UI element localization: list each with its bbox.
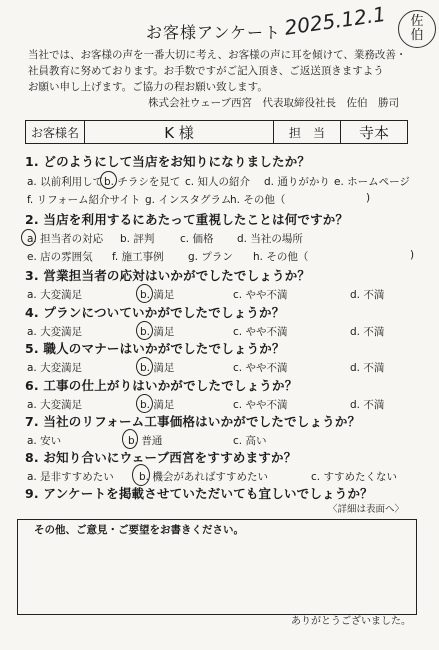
q8-option-c: c. すすめたくない	[311, 471, 398, 483]
question-3: 3. 営業担当者の応対はいかがでしたでしょうか？	[25, 268, 311, 283]
q6-answer-circle	[136, 394, 153, 413]
seal-stamp	[398, 10, 436, 48]
q5-option-b: b. 満足	[140, 362, 175, 374]
customer-label: お客様名	[26, 121, 85, 143]
question-9: 9. アンケートを掲載させていただいても宜しいでしょうか？	[25, 486, 373, 501]
q8-answer-circle	[132, 464, 150, 486]
detail-note: 〈詳細は表面へ〉	[328, 504, 405, 515]
handwritten-date: 2025.12.1	[283, 1, 388, 40]
question-4: 4. プランについていかがでしたでしょうか？	[25, 305, 285, 320]
q2-option-c: c. 価格	[180, 233, 214, 245]
q1-option-b: b. チラシを見て	[104, 176, 181, 188]
survey-title: お客様アンケート	[146, 23, 282, 42]
q4-option-a: a. 大変満足	[27, 326, 83, 338]
intro-line-2: 社員教育に努めております。お手数ですがご記入頂き、ご返送頂きますよう	[28, 65, 384, 77]
thanks-text: ありがとうございました。	[291, 616, 411, 627]
intro-line-1: 当社では、お客様の声を一番大切に考え、お客様の声に耳を傾けて、業務改善・	[28, 49, 407, 61]
q4-option-d: d. 不満	[350, 326, 385, 338]
q1-option-e: e. ホームページ	[334, 176, 410, 188]
q5-option-c: c. やや不満	[233, 362, 288, 374]
company-line: 株式会社ウェーブ西宮 代表取締役社長 佐伯 勝司	[148, 97, 400, 109]
q1-option-c: c. 知人の紹介	[185, 176, 250, 188]
customer-table	[25, 120, 408, 144]
q5-option-d: d. 不満	[350, 362, 385, 374]
q2-option-b: b. 評判	[120, 233, 155, 245]
q1-option-d: d. 通りがかり	[264, 176, 330, 188]
q7-option-b: b. 普通	[128, 435, 163, 447]
q2-option-a: a. 担当者の対応	[27, 233, 104, 245]
q6-option-c: c. やや不満	[233, 399, 288, 411]
q7-answer-circle	[122, 429, 138, 449]
q4-option-b: b. 満足	[140, 326, 175, 338]
q7-option-a: a. 安い	[27, 435, 62, 447]
seal-char-2: 伯	[410, 28, 424, 43]
q4-answer-circle	[136, 321, 153, 340]
q8-option-b: b. 機会があればすすめたい	[139, 471, 268, 483]
q2-option-e: e. 店の雰囲気	[27, 251, 93, 263]
seal-char-1: 佐	[410, 13, 424, 29]
q3-option-d: d. 不満	[350, 289, 385, 301]
q1-option-g: g. インスタグラム	[145, 194, 232, 206]
q6-option-d: d. 不満	[350, 399, 385, 411]
q3-option-b: b. 満足	[140, 289, 175, 301]
comment-label: その他、ご意見・ご要望をお書きください。	[34, 524, 244, 536]
question-2: 2. 当店を利用するにあたって重視したことは何ですか？	[25, 212, 349, 227]
q1-option-f: f. リフォーム紹介サイト	[27, 194, 141, 206]
q5-answer-circle	[136, 357, 153, 376]
customer-name: K 様	[85, 121, 274, 143]
q6-option-b: b. 満足	[140, 399, 175, 411]
staff-name: 寺本	[358, 123, 389, 142]
q5-option-a: a. 大変満足	[27, 362, 83, 374]
q2-option-d: d. 当社の場所	[237, 233, 303, 245]
q3-option-a: a. 大変満足	[27, 289, 83, 301]
q1-option-h: h. その他（	[230, 194, 286, 206]
question-5: 5. 職人のマナーはいかがでしたでしょうか？	[25, 341, 285, 356]
q3-option-c: c. やや不満	[233, 289, 288, 301]
q2-answer-circle	[21, 229, 36, 246]
q1-option-h-close: )	[366, 192, 371, 204]
q8-option-a: a. 是非すすめたい	[27, 471, 114, 483]
question-8: 8. お知り合いにウェーブ西宮をすすめますか？	[25, 450, 297, 465]
q2-option-f: f. 施工事例	[112, 251, 164, 263]
question-6: 6. 工事の仕上がりはいかがでしたでしょうか？	[25, 378, 298, 393]
q6-option-a: a. 大変満足	[27, 399, 83, 411]
q4-option-c: c. やや不満	[233, 326, 288, 338]
question-7: 7. 当社のリフォーム工事価格はいかがでしたでしょうか？	[25, 414, 361, 429]
q2-option-h-close: )	[410, 249, 415, 261]
q1-option-a: a. 以前利用して	[27, 176, 104, 188]
q3-answer-circle	[136, 284, 153, 303]
q7-option-c: c. 高い	[233, 435, 267, 447]
question-1: 1. どのようにして当店をお知りになりましたか？	[25, 154, 311, 169]
intro-line-3: お願い申し上げます。ご協力の程お願い致します。	[28, 81, 268, 93]
q2-option-g: g. プラン	[188, 251, 233, 263]
q2-option-h: h. その他（	[253, 251, 309, 263]
staff-label: 担 当	[274, 121, 341, 143]
q1-answer-circle	[100, 171, 117, 189]
